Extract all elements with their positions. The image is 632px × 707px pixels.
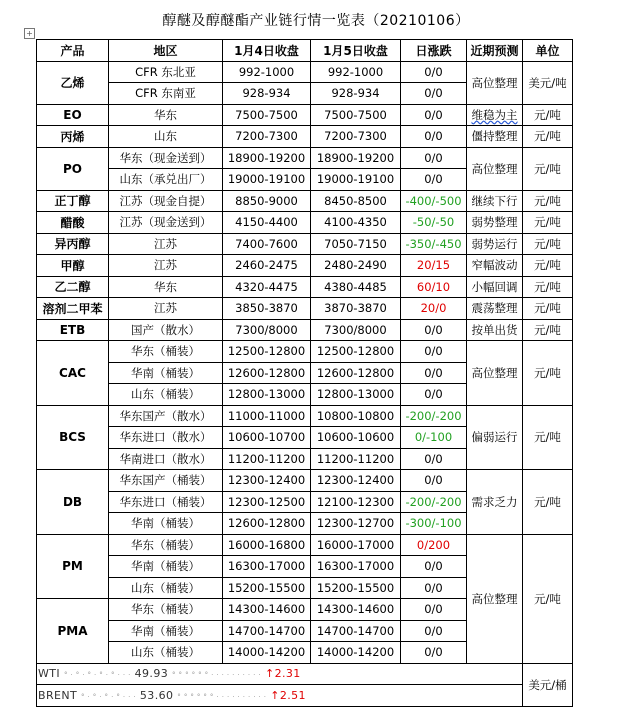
region-cell: CFR 东北亚 xyxy=(109,61,223,83)
close-jan4-cell: 18900-19200 xyxy=(223,147,311,169)
product-cell: EO xyxy=(37,104,109,126)
region-cell: 华东国产（散水） xyxy=(109,405,223,427)
table-row xyxy=(37,298,573,320)
close-jan4-cell: 12600-12800 xyxy=(223,362,311,384)
forecast-cell: 震荡整理 xyxy=(467,298,523,320)
region-cell: 山东（桶装） xyxy=(109,577,223,599)
close-jan4-cell: 16000-16800 xyxy=(223,534,311,556)
region-cell: 华南进口（散水） xyxy=(109,448,223,470)
close-jan5-cell: 11200-11200 xyxy=(311,448,401,470)
change-cell: -300/-100 xyxy=(401,513,467,535)
header-close-jan4: 1月4日收盘 xyxy=(223,40,311,62)
table-row xyxy=(37,104,573,126)
close-jan4-cell: 12600-12800 xyxy=(223,513,311,535)
change-cell: 60/10 xyxy=(401,276,467,298)
close-jan5-cell: 12800-13000 xyxy=(311,384,401,406)
unit-cell: 元/吨 xyxy=(523,255,573,277)
close-jan5-cell: 10800-10800 xyxy=(311,405,401,427)
close-jan5-cell: 7200-7300 xyxy=(311,126,401,148)
futures-row xyxy=(37,685,573,707)
forecast-cell: 弱势整理 xyxy=(467,212,523,234)
product-cell: 溶剂二甲苯 xyxy=(37,298,109,320)
product-cell: PO xyxy=(37,147,109,190)
change-cell: 0/0 xyxy=(401,319,467,341)
table-row xyxy=(37,405,573,427)
region-cell: 国产（散水） xyxy=(109,319,223,341)
unit-cell: 美元/吨 xyxy=(523,61,573,104)
close-jan5-cell: 8450-8500 xyxy=(311,190,401,212)
close-jan4-cell: 3850-3870 xyxy=(223,298,311,320)
product-cell: PM xyxy=(37,534,109,599)
header-daily-change: 日涨跌 xyxy=(401,40,467,62)
region-cell: 山东（承兑出厂） xyxy=(109,169,223,191)
header-product: 产品 xyxy=(37,40,109,62)
region-cell: 华东 xyxy=(109,104,223,126)
futures-row xyxy=(37,663,573,685)
region-cell: CFR 东南亚 xyxy=(109,83,223,105)
futures-name: WTI xyxy=(38,667,61,681)
change-cell: 0/0 xyxy=(401,169,467,191)
futures-value: 53.60 xyxy=(139,688,174,702)
change-cell: 0/0 xyxy=(401,147,467,169)
unit-cell: 元/吨 xyxy=(523,212,573,234)
region-cell: 华东 xyxy=(109,276,223,298)
region-cell: 华东（桶装） xyxy=(109,599,223,621)
page-title: 醇醚及醇醚酯产业链行情一览表（20210106） xyxy=(162,13,470,29)
table-row xyxy=(37,276,573,298)
close-jan4-cell: 4320-4475 xyxy=(223,276,311,298)
close-jan5-cell: 928-934 xyxy=(311,83,401,105)
table-move-handle-icon[interactable]: + xyxy=(24,28,35,39)
forecast-cell xyxy=(467,104,523,126)
unit-cell: 元/吨 xyxy=(523,104,573,126)
close-jan5-cell: 12100-12300 xyxy=(311,491,401,513)
change-cell: 0/-100 xyxy=(401,427,467,449)
close-jan4-cell: 7300/8000 xyxy=(223,319,311,341)
region-cell: 江苏（现金自提） xyxy=(109,190,223,212)
unit-cell: 元/吨 xyxy=(523,147,573,190)
close-jan4-cell: 12300-12500 xyxy=(223,491,311,513)
region-cell: 华东（现金送到） xyxy=(109,147,223,169)
change-cell: 0/0 xyxy=(401,577,467,599)
close-jan5-cell: 14300-14600 xyxy=(311,599,401,621)
region-cell: 华东（桶装） xyxy=(109,534,223,556)
forecast-cell: 窄幅波动 xyxy=(467,255,523,277)
region-cell: 华东进口（散水） xyxy=(109,427,223,449)
region-cell: 华南（桶装） xyxy=(109,513,223,535)
close-jan4-cell: 19000-19100 xyxy=(223,169,311,191)
forecast-cell: 弱势运行 xyxy=(467,233,523,255)
unit-cell: 元/吨 xyxy=(523,341,573,406)
close-jan5-cell: 12300-12700 xyxy=(311,513,401,535)
futures-value: 49.93 xyxy=(134,667,169,681)
region-cell: 山东（桶装） xyxy=(109,642,223,664)
close-jan5-cell: 16000-17000 xyxy=(311,534,401,556)
close-jan4-cell: 4150-4400 xyxy=(223,212,311,234)
region-cell: 江苏 xyxy=(109,298,223,320)
close-jan5-cell: 14700-14700 xyxy=(311,620,401,642)
forecast-cell: 需求乏力 xyxy=(467,470,523,535)
change-cell: 0/0 xyxy=(401,620,467,642)
close-jan5-cell: 15200-15500 xyxy=(311,577,401,599)
table-row xyxy=(37,319,573,341)
brent-cell: BRENT ° · ° · ° · ° · · · 53.60 ° ° ° ° ° ° · · · · · · · · · · ↑2.51 xyxy=(37,685,523,707)
product-cell: 甲醇 xyxy=(37,255,109,277)
close-jan4-cell: 15200-15500 xyxy=(223,577,311,599)
close-jan4-cell: 14300-14600 xyxy=(223,599,311,621)
region-cell: 华南（桶装） xyxy=(109,620,223,642)
header-forecast: 近期预测 xyxy=(467,40,523,62)
close-jan5-cell: 2480-2490 xyxy=(311,255,401,277)
table-row xyxy=(37,255,573,277)
forecast-cell: 继续下行 xyxy=(467,190,523,212)
close-jan4-cell: 7400-7600 xyxy=(223,233,311,255)
close-jan5-cell: 7300/8000 xyxy=(311,319,401,341)
close-jan5-cell: 992-1000 xyxy=(311,61,401,83)
change-cell: 0/0 xyxy=(401,384,467,406)
region-cell: 华东（桶装） xyxy=(109,341,223,363)
change-cell: 0/0 xyxy=(401,341,467,363)
header-region: 地区 xyxy=(109,40,223,62)
unit-cell: 元/吨 xyxy=(523,470,573,535)
close-jan4-cell: 12500-12800 xyxy=(223,341,311,363)
forecast-cell: 高位整理 xyxy=(467,61,523,104)
change-cell: 0/0 xyxy=(401,61,467,83)
close-jan4-cell: 7200-7300 xyxy=(223,126,311,148)
table-row xyxy=(37,341,573,363)
change-cell: -400/-500 xyxy=(401,190,467,212)
close-jan4-cell: 12800-13000 xyxy=(223,384,311,406)
product-cell: 乙二醇 xyxy=(37,276,109,298)
close-jan5-cell: 16300-17000 xyxy=(311,556,401,578)
table-row xyxy=(37,126,573,148)
forecast-cell: 小幅回调 xyxy=(467,276,523,298)
region-cell: 华南（桶装） xyxy=(109,556,223,578)
unit-cell: 元/吨 xyxy=(523,233,573,255)
close-jan4-cell: 14700-14700 xyxy=(223,620,311,642)
forecast-cell: 高位整理 xyxy=(467,147,523,190)
forecast-cell: 高位整理 xyxy=(467,341,523,406)
close-jan5-cell: 14000-14200 xyxy=(311,642,401,664)
unit-cell: 元/吨 xyxy=(523,276,573,298)
unit-cell: 元/吨 xyxy=(523,534,573,663)
close-jan5-cell: 7500-7500 xyxy=(311,104,401,126)
close-jan5-cell: 7050-7150 xyxy=(311,233,401,255)
close-jan5-cell: 10600-10600 xyxy=(311,427,401,449)
table-row xyxy=(37,212,573,234)
close-jan4-cell: 7500-7500 xyxy=(223,104,311,126)
close-jan4-cell: 2460-2475 xyxy=(223,255,311,277)
product-cell: CAC xyxy=(37,341,109,406)
region-cell: 江苏 xyxy=(109,255,223,277)
futures-name: BRENT xyxy=(38,688,78,702)
table-row xyxy=(37,190,573,212)
close-jan5-cell: 12500-12800 xyxy=(311,341,401,363)
forecast-cell: 僵持整理 xyxy=(467,126,523,148)
product-cell: 正丁醇 xyxy=(37,190,109,212)
header-close-jan5: 1月5日收盘 xyxy=(311,40,401,62)
change-cell: 0/0 xyxy=(401,599,467,621)
product-cell: DB xyxy=(37,470,109,535)
product-cell: ETB xyxy=(37,319,109,341)
close-jan4-cell: 10600-10700 xyxy=(223,427,311,449)
close-jan4-cell: 8850-9000 xyxy=(223,190,311,212)
unit-cell: 元/吨 xyxy=(523,126,573,148)
close-jan4-cell: 12300-12400 xyxy=(223,470,311,492)
change-cell: 0/0 xyxy=(401,104,467,126)
table-row xyxy=(37,233,573,255)
region-cell: 华东国产（桶装） xyxy=(109,470,223,492)
close-jan4-cell: 16300-17000 xyxy=(223,556,311,578)
table-row xyxy=(37,61,573,83)
futures-change: ↑2.31 xyxy=(264,667,301,681)
change-cell: -200/-200 xyxy=(401,405,467,427)
close-jan4-cell: 11200-11200 xyxy=(223,448,311,470)
unit-cell: 元/吨 xyxy=(523,319,573,341)
change-cell: 0/0 xyxy=(401,470,467,492)
change-cell: 0/0 xyxy=(401,642,467,664)
forecast-cell: 按单出货 xyxy=(467,319,523,341)
change-cell: 0/200 xyxy=(401,534,467,556)
product-cell: 醋酸 xyxy=(37,212,109,234)
header-row xyxy=(37,40,573,62)
region-cell: 华南（桶装） xyxy=(109,362,223,384)
change-cell: 0/0 xyxy=(401,83,467,105)
futures-unit-cell: 美元/桶 xyxy=(523,663,573,706)
close-jan5-cell: 18900-19200 xyxy=(311,147,401,169)
close-jan5-cell: 3870-3870 xyxy=(311,298,401,320)
change-cell: 20/0 xyxy=(401,298,467,320)
close-jan5-cell: 4100-4350 xyxy=(311,212,401,234)
region-cell: 华东进口（桶装） xyxy=(109,491,223,513)
change-cell: -50/-50 xyxy=(401,212,467,234)
close-jan4-cell: 11000-11000 xyxy=(223,405,311,427)
region-cell: 江苏 xyxy=(109,233,223,255)
table-row xyxy=(37,147,573,169)
price-table xyxy=(36,39,573,707)
product-cell: 乙烯 xyxy=(37,61,109,104)
close-jan4-cell: 992-1000 xyxy=(223,61,311,83)
header-unit: 单位 xyxy=(523,40,573,62)
close-jan5-cell: 12600-12800 xyxy=(311,362,401,384)
product-cell: 异丙醇 xyxy=(37,233,109,255)
futures-change: ↑2.51 xyxy=(270,688,306,702)
change-cell: -200/-200 xyxy=(401,491,467,513)
unit-cell: 元/吨 xyxy=(523,298,573,320)
close-jan5-cell: 12300-12400 xyxy=(311,470,401,492)
forecast-text: 维稳为主 xyxy=(471,107,518,122)
wti-cell: WTI ° · ° · ° · ° · ° · · · 49.93 ° ° ° ° ° ° · · · · · · · · · · ↑2.31 xyxy=(37,663,523,685)
product-cell: 丙烯 xyxy=(37,126,109,148)
table-row xyxy=(37,470,573,492)
change-cell: -350/-450 xyxy=(401,233,467,255)
table-row xyxy=(37,534,573,556)
unit-cell: 元/吨 xyxy=(523,190,573,212)
region-cell: 山东（桶装） xyxy=(109,384,223,406)
change-cell: 0/0 xyxy=(401,556,467,578)
product-cell: PMA xyxy=(37,599,109,664)
region-cell: 江苏（现金送到） xyxy=(109,212,223,234)
change-cell: 0/0 xyxy=(401,448,467,470)
region-cell: 山东 xyxy=(109,126,223,148)
close-jan5-cell: 4380-4485 xyxy=(311,276,401,298)
forecast-cell: 偏弱运行 xyxy=(467,405,523,470)
close-jan5-cell: 19000-19100 xyxy=(311,169,401,191)
forecast-cell: 高位整理 xyxy=(467,534,523,663)
close-jan4-cell: 928-934 xyxy=(223,83,311,105)
change-cell: 0/0 xyxy=(401,362,467,384)
close-jan4-cell: 14000-14200 xyxy=(223,642,311,664)
product-cell: BCS xyxy=(37,405,109,470)
change-cell: 20/15 xyxy=(401,255,467,277)
unit-cell: 元/吨 xyxy=(523,405,573,470)
change-cell: 0/0 xyxy=(401,126,467,148)
